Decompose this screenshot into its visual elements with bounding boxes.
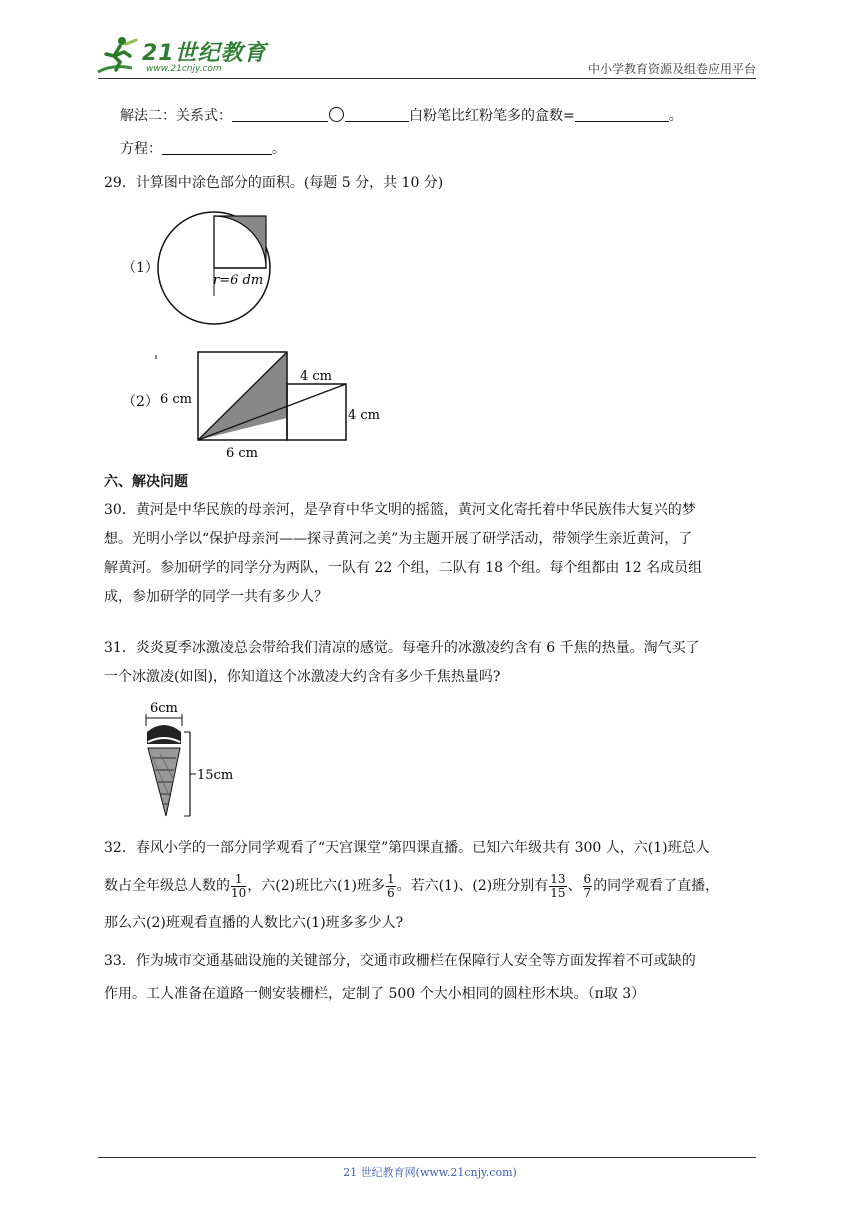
q29-figure2 [150, 345, 390, 460]
blank-3[interactable] [575, 107, 669, 122]
fraction-13-15: $\frac{13}{15}$ [550, 871, 566, 900]
icecream-height-label: 15cm [197, 768, 234, 783]
fraction-1-6: $\frac{1}{6}$ [386, 871, 395, 900]
q29-part1-label: （1） [122, 260, 159, 276]
q31-icecream-figure [130, 698, 250, 823]
footer-text: 21 世纪教育网(www.21cnjy.com) [343, 1166, 517, 1179]
header-platform: 中小学教育资源及组卷应用平台 [587, 62, 756, 76]
q32-line3: 那么六(2)班观看直播的人数比六(1)班多多少人? [104, 915, 404, 931]
blank-1[interactable] [232, 107, 328, 122]
q29-title: 29．计算图中涂色部分的面积。(每题 5 分，共 10 分) [104, 175, 444, 191]
figure2-small-square [287, 384, 346, 440]
q30-text: 30．黄河是中华民族的母亲河，是孕育中华文明的摇篮，黄河文化寄托着中华民族伟大复兴的梦 想。光明小学以“保护母亲河——探寻黄河之美”为主题开展了研学活动，带领学生亲近黄河，了 解黄河。参加研学的同学分为两队，一队有 22 个组，二队有 18 个组。每个组都由 12 名成员组 成，参加研学的同学一共有多少人？ [104, 502, 703, 605]
circle-blank[interactable] [329, 107, 344, 122]
fraction-6-7: $\frac{6}{7}$ [583, 871, 592, 900]
header-logo [92, 34, 272, 78]
runner-logo-icon [92, 34, 140, 78]
icecream-diameter-label: 6cm [150, 701, 178, 716]
fraction-1-10: $\frac{1}{10}$ [231, 871, 247, 900]
blank-equation[interactable] [162, 140, 272, 155]
q32-line2: 数占全年级总人数的 $\frac{1}{10}$ ，六(2)班比六(1)班多 $\frac{1}{6}$ 。若六(1)、(2)班分别有 $\frac{13}{15}$ 、 $\frac{6}{7}$ 的同学观看了直播， [104, 871, 720, 900]
q28-method2: 解法二：关系式： 白粉笔比红粉笔多的盒数= 。 [120, 108, 683, 124]
figure2-bottom-label: 6 cm [226, 446, 259, 460]
q32-line1: 32．春风小学的一部分同学观看了“天宫课堂”第四课直播。已知六年级共有 300 人，六(1)班总人 [104, 840, 710, 856]
logo-text: 21世纪教育 [142, 41, 267, 66]
figure2-top-label: 4 cm [300, 369, 333, 384]
figure2-right-label: 4 cm [348, 408, 381, 423]
figure2-left-label: 6 cm [160, 392, 193, 407]
blank-2[interactable] [345, 107, 409, 122]
figure1-radius-label: r=6 dm [213, 273, 264, 288]
q28-equation: 方程： 。 [120, 141, 286, 157]
footer-rule [98, 1157, 756, 1158]
section6-title: 六、解决问题 [104, 474, 188, 490]
q33-text: 33．作为城市交通基础设施的关键部分，交通市政栅栏在保障行人安全等方面发挥着不可或缺的 作用。工人准备在道路一侧安装栅栏，定制了 500 个大小相同的圆柱形木块。（π取 3） [104, 953, 696, 1002]
q29-part2-label: （2） [122, 394, 159, 410]
header-rule [98, 78, 756, 79]
logo-url: www.21cnjy.com [146, 64, 222, 74]
q29-figure1 [150, 210, 280, 330]
q31-text: 31．炎炎夏季冰激凌总会带给我们清凉的感觉。每毫升的冰激凌约含有 6 千焦的热量。淘气买了 一个冰激凌(如图)，你知道这个冰激凌大约含有多少千焦热量吗? [104, 640, 700, 685]
